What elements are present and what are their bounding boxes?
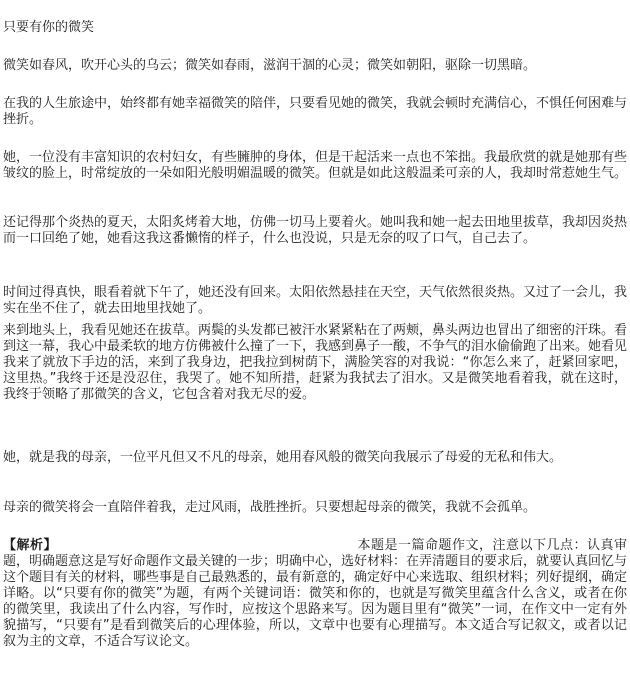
paragraph-8: 母亲的微笑将会一直陪伴着我，走过风雨，战胜挫折。只要想起母亲的微笑，我就不会孤单。 — [3, 500, 537, 515]
essay-title: 只要有你的微笑 — [3, 20, 95, 35]
paragraph-1: 微笑如春风，吹开心头的乌云；微笑如春雨，滋润干涸的心灵；微笑如朝阳，驱除一切黑暗。 — [3, 58, 537, 73]
paragraph-7: 她，就是我的母亲，一位平凡但又不凡的母亲，她用春风般的微笑向我展示了母爱的无私和伟大。 — [3, 450, 563, 465]
paragraph-2: 在我的人生旅途中，始终都有她幸福微笑的陪伴，只要看见她的微笑，我就会顿时充满信心，不惧任何困难与挫折。 — [3, 96, 628, 127]
paragraph-5: 时间过得真快，眼看着就下午了，她还没有回来。太阳依然悬挂在天空，天气依然很炎热。又过了一会儿，我实在坐不住了，就去田地里找她了。 — [3, 285, 628, 316]
paragraph-3: 她，一位没有丰富知识的农村妇女，有些臃肿的身体，但是干起活来一点也不笨拙。我最欣赏的就是她那有些皱纹的脸上，时常绽放的一朵如阳光般明媚温暖的微笑。但就是如此这般温柔可亲的人，我却时常惹她生气。 — [3, 150, 628, 181]
analysis-section — [3, 538, 627, 650]
paragraph-4: 还记得那个炎热的夏天，太阳炙烤着大地，仿佛一切马上要着火。她叫我和她一起去田地里拔草，我却因炎热而一口回绝了她，她看这我这番懒惰的样子，什么也没说，只是无奈的叹了口气，自己去了。 — [3, 215, 628, 246]
analysis-text: 本题是一篇命题作文，注意以下几点：认真审题，明确题意这是写好命题作文最关键的一步；明确中心，选好材料：在弄清题目的要求后，就要认真回忆与这个题目有关的材料，哪些事是自己最熟悉的，最有新意的，确定好中心来选取、组织材料；列好提纲，确定详略。以“只要有你的微笑”为题，有两个关键词语：微笑和你的，也就是写微笑里蕴含什么含义，或者在你的微笑里，我读出了什么内容，写作时，应按这个思路来写。因为题目里有“微笑”一词，在作文中一定有外貌描写，“只要有”是看到微笑后的心理体验，所以，文章中也要有心理描写。本文适合写记叙文，或者以记叙为主的文章，不适合写议论文。 — [3, 538, 628, 649]
paragraph-6: 来到地头上，我看见她还在拔草。两鬓的头发都已被汗水紧紧粘在了两颊，鼻头两边也冒出了细密的汗珠。看到这一幕，我心中最柔软的地方仿佛被什么撞了一下，我感到鼻子一酸，不争气的泪水偷偷跑了出来。她看见我来了就放下手边的活，来到了我身边，把我拉到树荫下，满脸笑容的对我说：“你怎么来了，赶紧回家吧，这里热。”我终于还是没忍住，我哭了。她不知所措，赶紧为我拭去了泪水。又是微笑地看着我，就在这时，我终于领略了那微笑的含义，它包含着对我无尽的爱。 — [3, 323, 628, 402]
analysis-label: 【解析】 — [3, 538, 57, 553]
